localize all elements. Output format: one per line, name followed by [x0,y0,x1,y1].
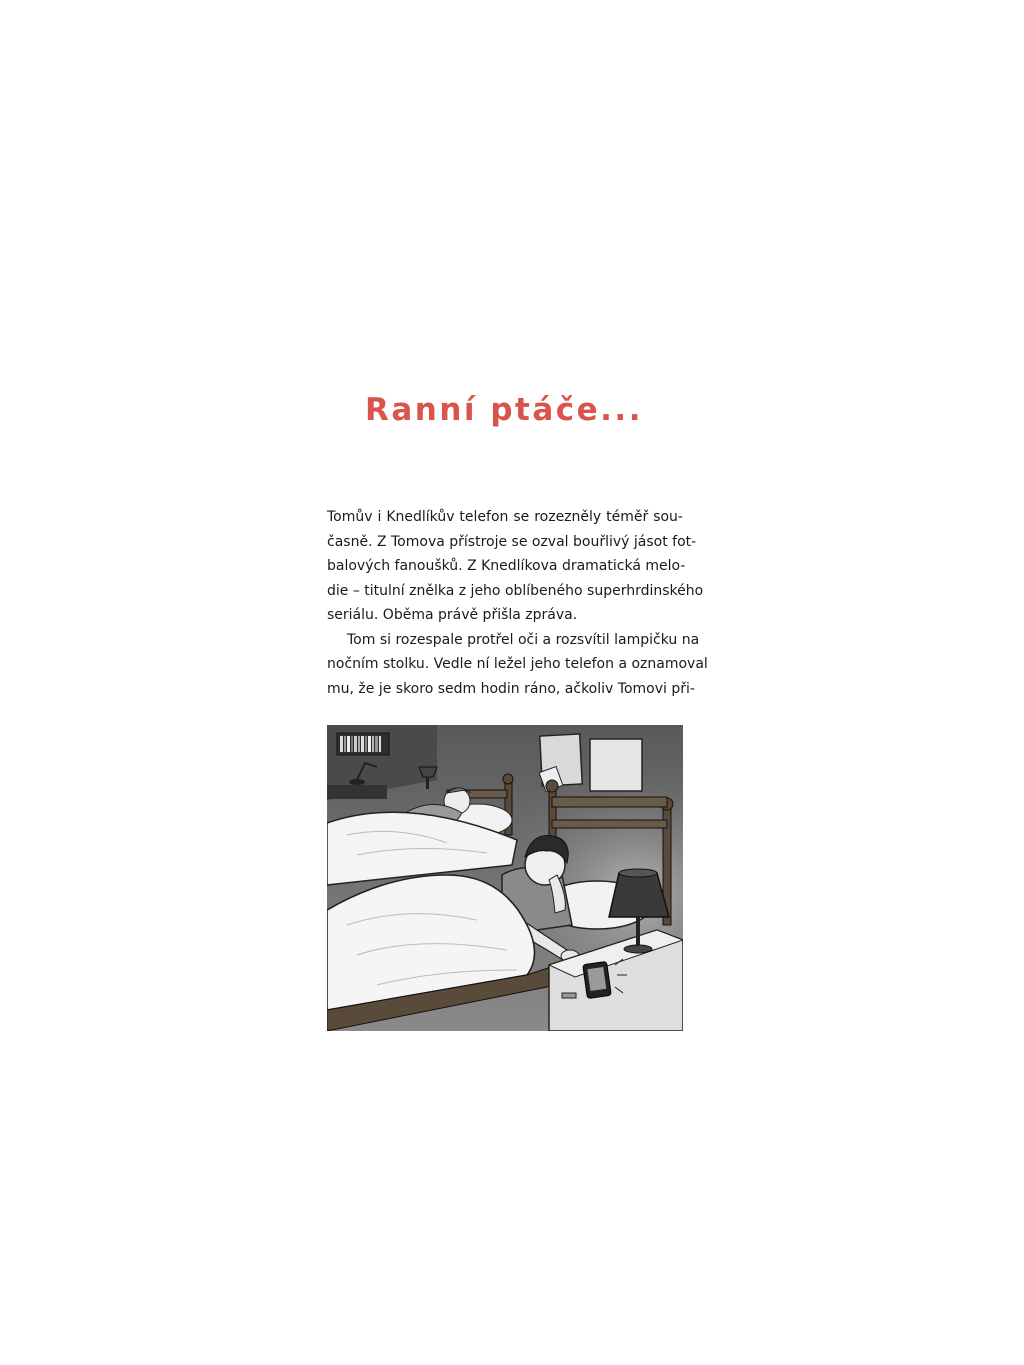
bookshelf [337,733,389,755]
paragraph-2 [327,628,708,702]
text-line: nočním stolku. Vedle ní ležel jeho telefon a oznamoval [327,656,708,672]
text-line: časně. Z Tomova přístroje se ozval bouřlivý jásot fot- [327,533,697,550]
paragraph-1 [327,505,704,628]
body-text [327,505,708,701]
text-line: seriálu. Oběma právě přišla zpráva. [327,607,578,623]
chapter-title: Ranní ptáče... [364,392,643,428]
text-line: Tom si rozespale protřel oči a rozsvítil lampičku na [347,631,700,648]
text-line: Tomův i Knedlíkův telefon se rozezněly téměř sou- [327,509,683,525]
bedroom-scene-svg [327,725,683,1031]
text-line: die – titulní znělka z jeho oblíbeného superhrdinského [327,582,704,599]
text-line: mu, že je skoro sedm hodin ráno, ačkoliv Tomovi při- [327,680,695,697]
text-line: balových fanoušků. Z Knedlíkova dramatická melo- [327,558,686,574]
bedroom-illustration [327,725,683,1031]
